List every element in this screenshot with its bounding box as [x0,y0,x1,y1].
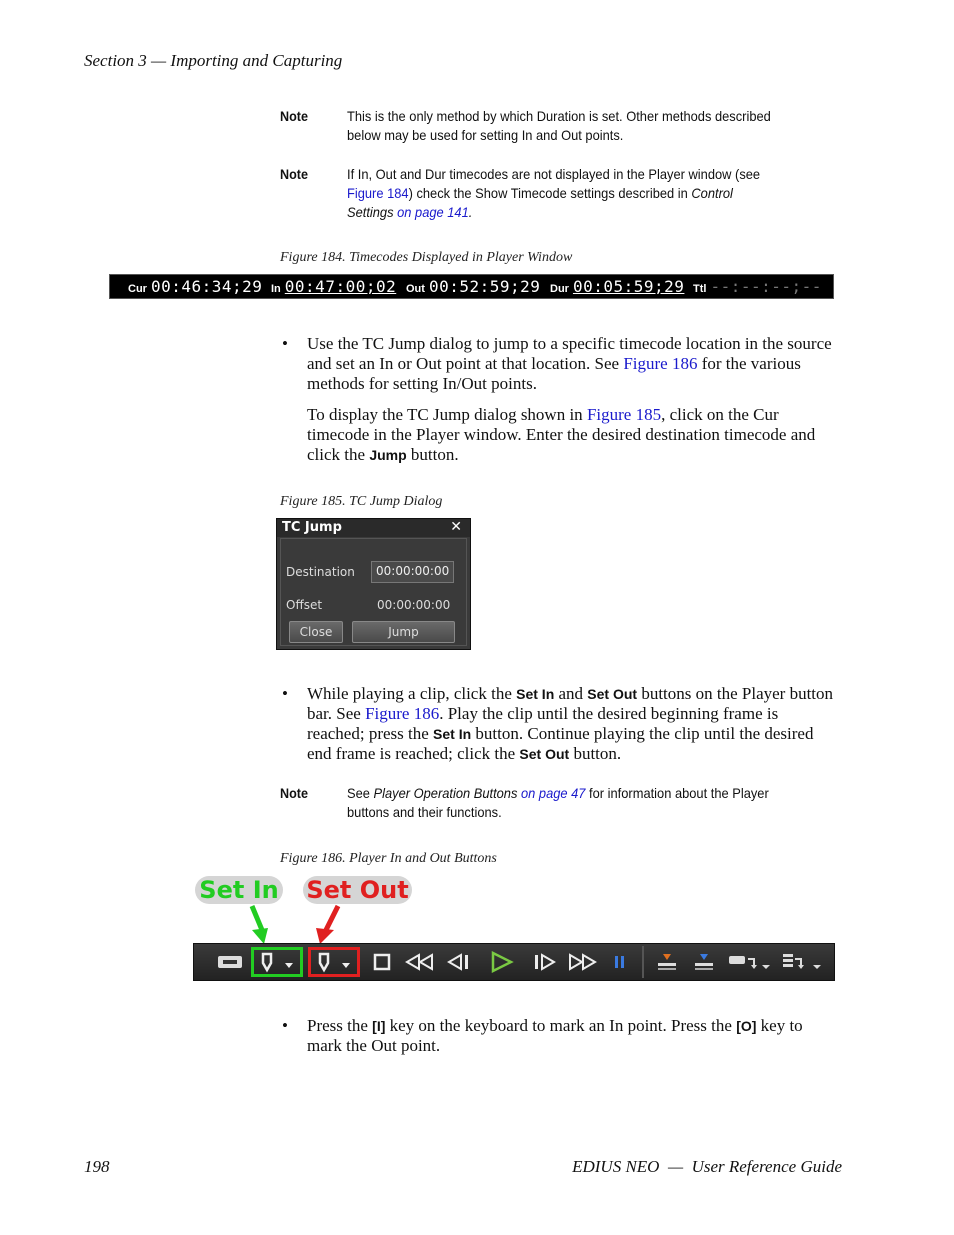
figure-caption: Figure 186. Player In and Out Buttons [280,851,497,866]
bullet-marker: • [282,1016,288,1035]
fast-forward-icon[interactable] [566,950,598,974]
set-in-arrow-head [252,928,268,944]
destination-label: Destination [286,565,355,579]
insert-to-timeline-icon[interactable] [654,950,680,974]
bullet-marker: • [282,684,288,703]
figure-link[interactable]: Figure 186 [623,354,698,373]
dialog-body [280,538,467,646]
set-in-arrow [252,906,262,930]
running-header: Section 3 — Importing and Capturing [84,51,343,70]
set-in-button[interactable] [251,947,303,977]
toolbar-divider [642,946,644,978]
offset-value: 00:00:00:00 [377,598,451,612]
paragraph: To display the TC Jump dialog shown in Figure 185, click on the Cur timecode in the Player window. Enter the desired destination timecode and click the Jump button. [307,405,816,464]
page-link[interactable]: on page 47 [520,785,586,801]
match-frame-icon[interactable] [216,950,244,974]
timecode-ttl[interactable]: Ttl --:--:--;-- [693,277,822,296]
tc-jump-dialog [276,518,471,650]
destination-input[interactable]: 00:00:00:00 [371,561,454,583]
figure-caption: Figure 184. Timecodes Displayed in Player Window [280,250,573,265]
dialog-title: TC Jump [282,520,342,535]
figure-caption: Figure 185. TC Jump Dialog [280,494,443,509]
offset-label: Offset [286,598,323,612]
set-in-callout: Set In [195,876,283,904]
dialog-titlebar [277,519,470,537]
page-number: 198 [84,1157,110,1176]
set-out-callout: Set Out [303,876,412,904]
set-out-arrow-head [316,928,334,944]
rewind-icon[interactable] [404,950,436,974]
bullet-text: Press the [I] key on the keyboard to mark an In point. Press the [O] key to mark the Out point. [307,1016,803,1055]
callout-arrows [240,904,360,946]
bullet-text: While playing a clip, click the Set In and Set Out buttons on the Player button bar. See Figure 186. Play the clip until the desired beginning frame is reached; press the Set In button. Continue playing the clip until the desired end frame is reached; click the Set Out button. [307,684,834,763]
bullet-text: Use the TC Jump dialog to jump to a specific timecode location in the source and set an In or Out point at that location. See Figure 186 for the various methods for setting In/Out points. [307,334,832,393]
note-text: See Player Operation Buttons on page 47 for information about the Player buttons and their functions. [347,785,769,820]
note-text: This is the only method by which Duration is set. Other methods described below may be used for setting In and Out points. [347,108,771,143]
page-link[interactable]: on page 141 [397,204,469,220]
step-back-icon[interactable] [444,950,472,974]
figure-link[interactable]: Figure 186 [365,704,440,723]
set-out-arrow [326,906,338,930]
note-text: If In, Out and Dur timecodes are not displayed in the Player window (see Figure 184) check the Show Timecode settings described in Control Settings on page 141. [347,166,761,220]
menu-icon[interactable] [779,950,825,974]
timecode-in[interactable]: In 00:47:00;02 [271,277,397,296]
close-icon[interactable]: ✕ [450,519,462,535]
close-button[interactable]: Close [289,621,343,643]
running-footer: EDIUS NEO — User Reference Guide [572,1157,842,1176]
bullet-marker: • [282,334,288,353]
overwrite-to-timeline-icon[interactable] [691,950,717,974]
pause-icon[interactable] [610,950,630,974]
step-forward-icon[interactable] [531,950,559,974]
stop-icon[interactable] [370,950,394,974]
timecode-cur[interactable]: Cur 00:46:34;29 [128,277,263,296]
set-in-icon [255,951,299,973]
timecode-out[interactable]: Out 00:52:59;29 [406,277,541,296]
add-to-bin-icon[interactable] [726,950,772,974]
play-icon[interactable] [488,950,516,974]
player-button-bar [193,943,835,981]
note-label: Note [280,166,309,182]
note-label: Note [280,108,309,124]
figure-link[interactable]: Figure 185 [586,405,662,424]
figure-link[interactable]: Figure 184 [347,185,409,201]
set-out-button[interactable] [308,947,360,977]
jump-button[interactable]: Jump [352,621,455,643]
timecode-bar [109,274,834,299]
timecode-dur[interactable]: Dur 00:05:59;29 [550,277,685,296]
note-label: Note [280,785,309,801]
set-out-icon [312,951,356,973]
